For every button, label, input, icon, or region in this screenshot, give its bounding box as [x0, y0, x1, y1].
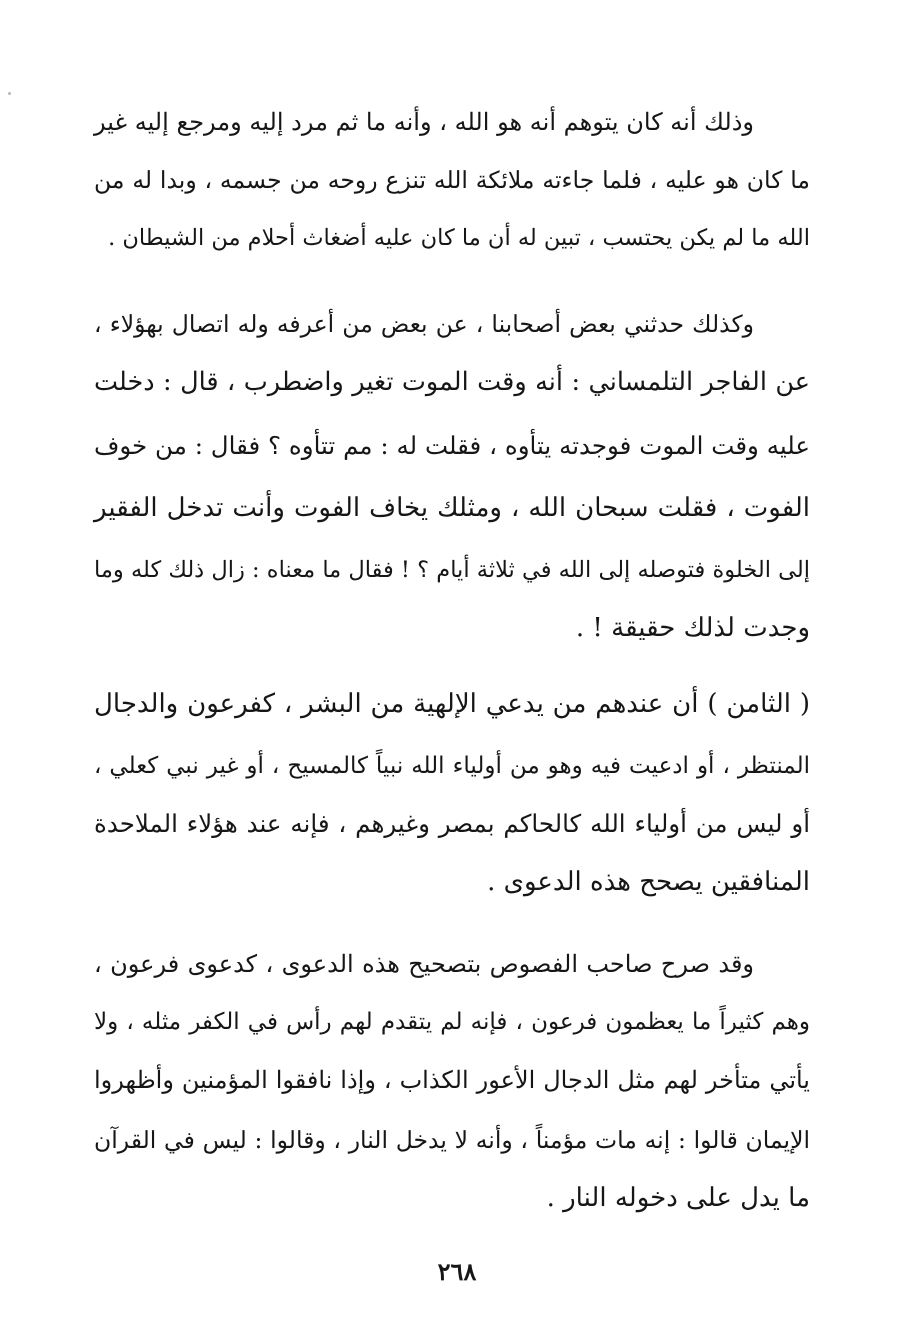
paragraph-3-line-3: أو ليس من أولياء الله كالحاكم بمصر وغيرهم ، فإنه عند هؤلاء الملاحدة [94, 809, 810, 838]
paragraph-4-line-2: وهم كثيراً ما يعظمون فرعون ، فإنه لم يتقدم لهم رأس في الكفر مثله ، ولا [94, 1009, 810, 1035]
paragraph-3-line-4: المنافقين يصحح هذه الدعوى . [487, 867, 810, 897]
paragraph-1-line-2: ما كان هو عليه ، فلما جاءته ملائكة الله تنزع روحه من جسمه ، وبدا له من [94, 166, 810, 194]
paragraph-1-line-3: الله ما لم يكن يحتسب ، تبين له أن ما كان عليه أضغاث أحلام من الشيطان . [108, 225, 810, 251]
paragraph-4-line-5: ما يدل على دخوله النار . [546, 1183, 810, 1213]
paragraph-2-line-2: عن الفاجر التلمساني : أنه وقت الموت تغير واضطرب ، قال : دخلت [94, 367, 810, 397]
paragraph-2-line-5: إلى الخلوة فتوصله إلى الله في ثلاثة أيام ؟ ! فقال ما معناه : زال ذلك كله وما [94, 557, 810, 583]
paragraph-2-line-6: وجدت لذلك حقيقة ! . [575, 613, 810, 643]
paragraph-1-line-1: وذلك أنه كان يتوهم أنه هو الله ، وأنه ما ثم مرد إليه ومرجع إليه غير [94, 108, 754, 136]
paragraph-3-line-1: ( الثامن ) أن عندهم من يدعي الإلهية من البشر ، كفرعون والدجال [94, 689, 810, 719]
edge-speck [8, 92, 11, 95]
paragraph-4-line-4: الإيمان قالوا : إنه مات مؤمناً ، وأنه لا يدخل النار ، وقالوا : ليس في القرآن [94, 1126, 810, 1154]
paragraph-4-line-1: وقد صرح صاحب الفصوص بتصحيح هذه الدعوى ، كدعوى فرعون ، [94, 950, 755, 978]
paragraph-4-line-3: يأتي متأخر لهم مثل الدجال الأعور الكذاب ، وإذا نافقوا المؤمنين وأظهروا [94, 1066, 810, 1094]
paragraph-3-line-2: المنتظر ، أو ادعيت فيه وهو من أولياء الله نبياً كالمسيح ، أو غير نبي كعلي ، [94, 753, 810, 779]
page-number: ٢٦٨ [437, 1257, 477, 1286]
paragraph-2-line-3: عليه وقت الموت فوجدته يتأوه ، فقلت له : مم تتأوه ؟ فقال : من خوف [94, 431, 810, 460]
paragraph-2-line-1: وكذلك حدثني بعض أصحابنا ، عن بعض من أعرفه وله اتصال بهؤلاء ، [94, 310, 754, 338]
paragraph-2-line-4: الفوت ، فقلت سبحان الله ، ومثلك يخاف الفوت وأنت تدخل الفقير [94, 493, 810, 523]
